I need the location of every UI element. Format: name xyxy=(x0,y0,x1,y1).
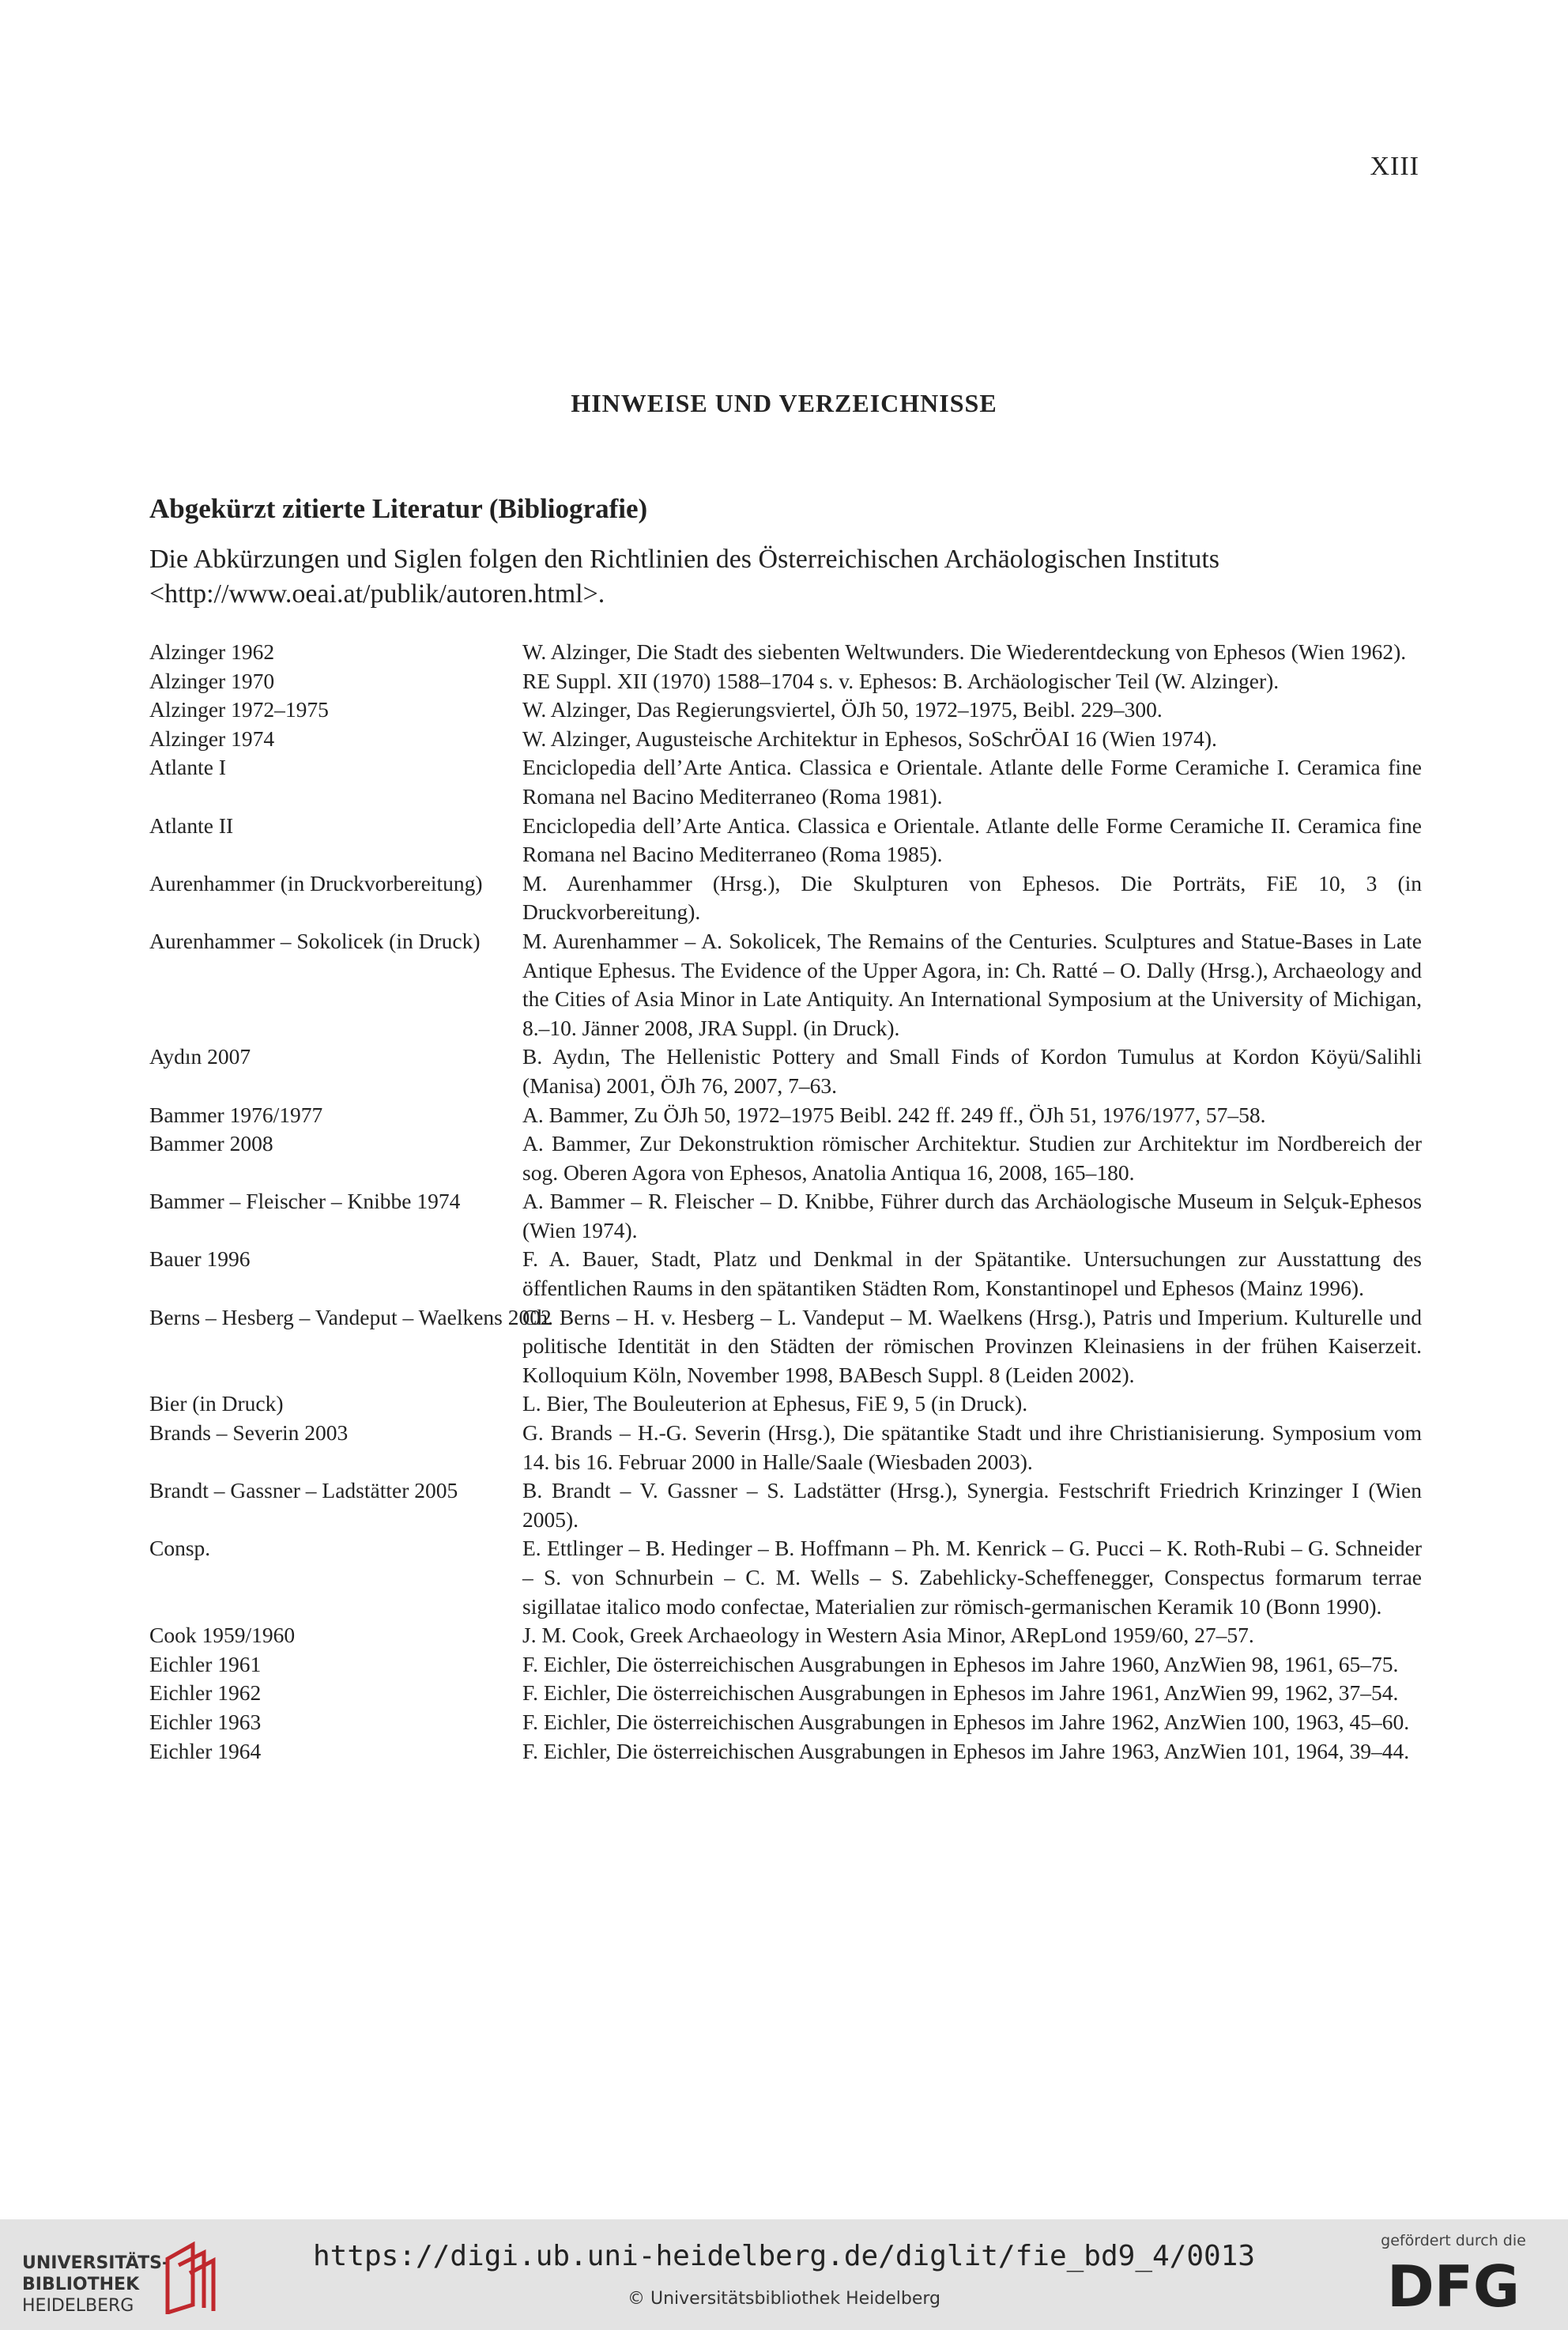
bib-entry-key: Aurenhammer (in Druckvorbereitung) xyxy=(149,870,483,895)
bib-entry-text: F. A. Bauer, Stadt, Platz und Denkmal in der Spätantike. Untersuchungen zur Ausstattung des öffentlichen Raums in den spätantiken Städten Rom, Konstantinopel und Ephesos (Mainz 1996). xyxy=(522,1246,1422,1301)
bib-entry-key: Alzinger 1972–1975 xyxy=(149,697,329,722)
bib-entry xyxy=(149,1245,1422,1303)
bib-entry xyxy=(149,667,1422,696)
bib-entry-text: B. Brandt – V. Gassner – S. Ladstätter (Hrsg.), Synergia. Festschrift Friedrich Krinzinger I (Wien 2005). xyxy=(522,1478,1422,1532)
bib-entry-text: F. Eichler, Die österreichischen Ausgrabungen in Ephesos im Jahre 1963, AnzWien 101, 1964, 39–44. xyxy=(522,1738,1410,1763)
bib-entry xyxy=(149,1737,1422,1766)
intro-paragraph: Die Abkürzungen und Siglen folgen den Richtlinien des Österreichischen Archäologischen Instituts <http://www.oeai.at/publik/autoren.html>. xyxy=(149,545,1220,609)
bib-entry-key: Cook 1959/1960 xyxy=(149,1623,296,1648)
bib-entry-text: Enciclopedia dell’Arte Antica. Classica e Orientale. Atlante delle Forme Ceramiche II. Ceramica fine Romana nel Bacino Mediterraneo (Roma 1985). xyxy=(522,812,1422,867)
bib-entry-text: W. Alzinger, Augusteische Architektur in Ephesos, SoSchrÖAI 16 (Wien 1974). xyxy=(522,726,1217,751)
bib-entry-key: Alzinger 1962 xyxy=(149,639,275,664)
bib-entry-text: L. Bier, The Bouleuterion at Ephesus, FiE 9, 5 (in Druck). xyxy=(522,1391,1028,1416)
svg-text:DFG: DFG xyxy=(1386,2256,1521,2313)
bib-entry-key: Eichler 1964 xyxy=(149,1738,262,1763)
bib-entry xyxy=(149,869,1422,927)
bib-entry-key: Bammer 2008 xyxy=(149,1131,273,1156)
bib-entry xyxy=(149,1187,1422,1245)
bib-entry-text: F. Eichler, Die österreichischen Ausgrabungen in Ephesos im Jahre 1962, AnzWien 100, 1963, 45–60. xyxy=(522,1709,1410,1734)
bib-entry xyxy=(149,638,1422,667)
bib-entry xyxy=(149,1042,1422,1100)
bib-entry xyxy=(149,1419,1422,1476)
bib-entry-text: F. Eichler, Die österreichischen Ausgrabungen in Ephesos im Jahre 1961, AnzWien 99, 1962, 37–54. xyxy=(522,1680,1399,1706)
bib-entry-key: Bier (in Druck) xyxy=(149,1391,284,1416)
bib-entry-key: Atlante I xyxy=(149,755,226,780)
page-number: XIII xyxy=(1370,152,1419,181)
dfg-logo[interactable] xyxy=(1370,2232,1536,2319)
dfg-logo-icon xyxy=(1378,2256,1528,2313)
bib-entry-text: A. Bammer – R. Fleischer – D. Knibbe, Führer durch das Archäologische Museum in Selçuk-Ephesos (Wien 1974). xyxy=(522,1189,1422,1242)
bib-entry-text: M. Aurenhammer – A. Sokolicek, The Remains of the Centuries. Sculptures and Statue-Bases in Late Antique Ephesus. The Evidence of the Upper Agora, in: Ch. Ratté – O. Dally (Hrsg.), Archaeology and the Cities of Asia Minor in Late Antiquity. An International Symposium at the University of Michigan, 8.–10. Jänner 2008, JRA Suppl. (in Druck). xyxy=(522,928,1422,1040)
bib-entry-key: Consp. xyxy=(149,1536,211,1561)
bib-entry-key: Alzinger 1974 xyxy=(149,726,275,751)
copyright-notice: © Universitätsbibliothek Heidelberg xyxy=(627,2289,940,2309)
library-name-line1: UNIVERSITÄTS- xyxy=(22,2253,170,2273)
bib-entry xyxy=(149,753,1422,811)
bib-entry-key: Eichler 1961 xyxy=(149,1651,262,1676)
bib-entry-key: Atlante II xyxy=(149,812,234,838)
bib-entry xyxy=(149,725,1422,754)
bib-entry-text: W. Alzinger, Die Stadt des siebenten Weltwunders. Die Wiederentdeckung von Ephesos (Wien 1962). xyxy=(522,639,1407,664)
bib-entry-key: Eichler 1963 xyxy=(149,1709,262,1734)
bib-entry-text: E. Ettlinger – B. Hedinger – B. Hoffmann – Ph. M. Kenrick – G. Pucci – K. Roth-Rubi – G. Schneider – S. von Schnurbein – C. M. Wells – S. Zabehlicky-Scheffenegger, Conspectus formarum terrae sigillatae italico modo confectae, Materialien zur römisch-germanischen Keramik 10 (Bonn 1990). xyxy=(522,1536,1422,1619)
bib-entry-text: W. Alzinger, Das Regierungsviertel, ÖJh 50, 1972–1975, Beibl. 229–300. xyxy=(522,697,1163,722)
bib-entry-key: Bammer – Fleischer – Knibbe 1974 xyxy=(149,1189,461,1214)
bib-entry xyxy=(149,1101,1422,1130)
bib-entry-text: Ch. Berns – H. v. Hesberg – L. Vandeput – M. Waelkens (Hrsg.), Patris und Imperium. Kulturelle und politische Identität in den Städten der römischen Provinzen Kleinasiens in der frühen Kaiserzeit. Kolloquium Köln, November 1998, BABesch Suppl. 8 (Leiden 2002). xyxy=(522,1304,1422,1387)
bib-entry-text: B. Aydın, The Hellenistic Pottery and Small Finds of Kordon Tumulus at Kordon Köyü/Salihli (Manisa) 2001, ÖJh 76, 2007, 7–63. xyxy=(522,1044,1422,1098)
bib-entry xyxy=(149,1389,1422,1419)
source-url-link[interactable]: https://digi.ub.uni-heidelberg.de/diglit/fie_bd9_4/0013 xyxy=(312,2240,1256,2272)
bib-entry xyxy=(149,1679,1422,1708)
dfg-caption: gefördert durch die xyxy=(1381,2232,1526,2249)
bib-entry-key: Berns – Hesberg – Vandeput – Waelkens 2002 xyxy=(149,1304,552,1329)
bib-entry xyxy=(149,1534,1422,1621)
bib-entry xyxy=(149,812,1422,869)
library-name-line2: BIBLIOTHEK xyxy=(22,2275,140,2294)
section-heading: Abgekürzt zitierte Literatur (Bibliografie) xyxy=(149,493,648,524)
main-title: HINWEISE UND VERZEICHNISSE xyxy=(571,389,997,417)
bib-entry-key: Alzinger 1970 xyxy=(149,668,275,693)
bib-entry xyxy=(149,1129,1422,1187)
bib-entry-key: Aydın 2007 xyxy=(149,1044,251,1069)
bib-entry-text: RE Suppl. XII (1970) 1588–1704 s. v. Ephesos: B. Archäologischer Teil (W. Alzinger). xyxy=(522,668,1280,693)
bib-entry-text: M. Aurenhammer (Hrsg.), Die Skulpturen von Ephesos. Die Porträts, FiE 10, 3 (in Druckvorbereitung). xyxy=(522,870,1422,925)
footer-bar xyxy=(0,2219,1568,2330)
bib-entry-key: Brands – Severin 2003 xyxy=(149,1420,349,1446)
bib-entry xyxy=(149,1621,1422,1650)
bib-entry xyxy=(149,1476,1422,1534)
bib-entry-key: Bammer 1976/1977 xyxy=(149,1102,323,1127)
bib-entry-key: Aurenhammer – Sokolicek (in Druck) xyxy=(149,928,481,953)
library-name-line3: HEIDELBERG xyxy=(22,2296,134,2316)
bib-entry-text: F. Eichler, Die österreichischen Ausgrabungen in Ephesos im Jahre 1960, AnzWien 98, 1961, 65–75. xyxy=(522,1651,1399,1676)
bib-entry xyxy=(149,1650,1422,1680)
bib-entry-text: A. Bammer, Zur Dekonstruktion römischer Architektur. Studien zur Architektur im Nordbereich der sog. Oberen Agora von Ephesos, Anatolia Antiqua 16, 2008, 165–180. xyxy=(522,1131,1422,1185)
bib-entry-text: G. Brands – H.-G. Severin (Hrsg.), Die spätantike Stadt und ihre Christianisierung. Symposium vom 14. bis 16. Februar 2000 in Halle/Saale (Wiesbaden 2003). xyxy=(522,1420,1422,1474)
bib-entry-key: Eichler 1962 xyxy=(149,1680,262,1706)
bib-entry xyxy=(149,1303,1422,1390)
bibliography-list xyxy=(149,638,1422,1766)
bib-entry-text: J. M. Cook, Greek Archaeology in Western Asia Minor, ARepLond 1959/60, 27–57. xyxy=(522,1623,1254,1648)
bib-entry-text: A. Bammer, Zu ÖJh 50, 1972–1975 Beibl. 242 ff. 249 ff., ÖJh 51, 1976/1977, 57–58. xyxy=(522,1102,1266,1127)
bib-entry-text: Enciclopedia dell’Arte Antica. Classica e Orientale. Atlante delle Forme Ceramiche I. Ceramica fine Romana nel Bacino Mediterraneo (Roma 1981). xyxy=(522,755,1422,809)
bib-entry-key: Brandt – Gassner – Ladstätter 2005 xyxy=(149,1478,458,1503)
bib-entry xyxy=(149,927,1422,1042)
bib-entry xyxy=(149,696,1422,725)
bib-entry xyxy=(149,1708,1422,1737)
bib-entry-key: Bauer 1996 xyxy=(149,1246,251,1272)
